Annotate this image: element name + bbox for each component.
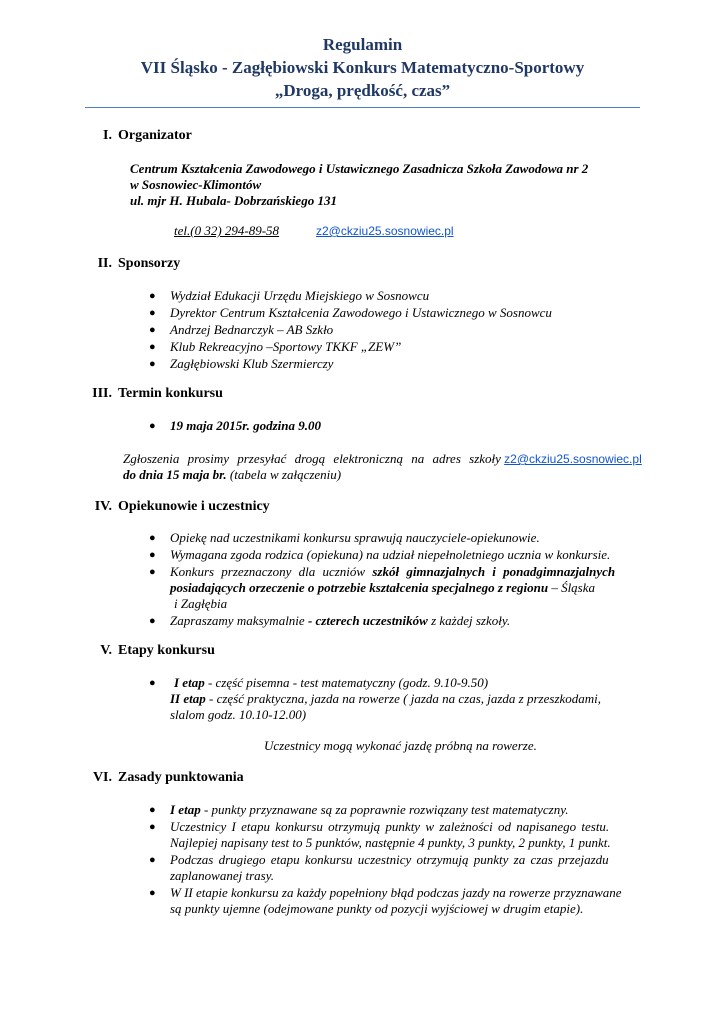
section-label: Zasady punktowania (118, 770, 244, 785)
section-number: VI. (92, 770, 112, 785)
term-list (147, 418, 647, 434)
registration-text: Zgłoszenia prosimy przesyłać drogą elektroniczną na adres szkoły z2@ckziu25.sosnowiec.pl (123, 451, 642, 466)
bullet-icon: ● (149, 677, 156, 689)
bullet-icon: ● (149, 341, 156, 353)
section-label: Termin konkursu (118, 386, 223, 401)
section-number: II. (97, 256, 112, 271)
bullet-icon: ● (149, 821, 156, 833)
bullet-icon: ● (149, 307, 156, 319)
bullet-icon: ● (149, 804, 156, 816)
section-number: V. (100, 643, 112, 658)
list-item: ● I etap - punkty przyznawane są za poprawnie rozwiązany test matematyczny. (149, 802, 569, 817)
section-number: IV. (94, 499, 112, 514)
section-number: I. (103, 128, 112, 143)
section-heading-stages (72, 642, 372, 660)
list-item: ● Uczestnicy I etapu konkursu otrzymują punkty w zależności od napisanego testu. Najlepiej napisany test to 5 punktów, następnie 4 punkty, 3 punkty, 2 punkty, 1 punkt. (149, 819, 611, 850)
section-label: Organizator (118, 128, 192, 143)
bullet-icon: ● (149, 358, 156, 370)
organizer-name: Centrum Kształcenia Zawodowego i Ustawicznego Zasadnicza Szkoła Zawodowa nr 2 (130, 161, 589, 176)
bullet-icon: ● (149, 887, 156, 899)
bullet-icon: ● (149, 290, 156, 302)
list-item: ● Dyrektor Centrum Kształcenia Zawodowego i Ustawicznego w Sosnowcu (149, 305, 552, 320)
bullet-icon: ● (149, 532, 156, 544)
bullet-icon: ● (149, 549, 156, 561)
organizer-city: w Sosnowiec-Klimontów (130, 177, 262, 192)
bullet-icon: ● (149, 615, 156, 627)
bullet-icon: ● (149, 854, 156, 866)
section-heading-scoring (72, 769, 372, 787)
registration-deadline: do dnia 15 maja br. (tabela w załączeniu) (123, 467, 342, 482)
stages-note: Uczestnicy mogą wykonać jazdę próbną na rowerze. (264, 738, 537, 753)
list-item: ● Opiekę nad uczestnikami konkursu sprawują nauczyciele-opiekunowie. (149, 530, 540, 545)
organizer-phone: tel.(0 32) 294-89-58 (174, 223, 280, 238)
list-item: ● W II etapie konkursu za każdy popełniony błąd podczas jazdy na rowerze przyznawane są punkty ujemne (odejmowane punkty od pozycji wyjściowej w drugim etapie). (149, 885, 622, 916)
list-item: ● Podczas drugiego etapu konkursu uczestnicy otrzymują punkty za czas przejazdu zaplanowanej trasy. (149, 852, 609, 883)
section-number: III. (92, 386, 112, 401)
list-item (147, 418, 647, 434)
contest-date: 19 maja 2015r. godzina 9.00 (170, 418, 321, 433)
title-divider (85, 107, 640, 108)
section-heading-participants (72, 498, 372, 516)
section-heading-sponsors (72, 255, 372, 273)
section-label: Sponsorzy (118, 256, 181, 271)
list-item: ● Konkurs przeznaczony dla uczniów szkół gimnazjalnych i ponadgimnazjalnych posiadających orzeczenie o potrzebie kształcenia specjalnego z regionu – Śląska i Zagłębia (149, 564, 616, 611)
section-label: Opiekunowie i uczestnicy (118, 499, 270, 514)
bullet-icon: ● (149, 420, 156, 432)
section-heading-organizer (72, 127, 372, 145)
section-heading-term (72, 385, 372, 403)
doc-subtitle: VII Śląsko - Zagłębiowski Konkurs Matematyczno-Sportowy (140, 58, 585, 77)
doc-motto: „Droga, prędkość, czas” (274, 81, 451, 100)
list-item: ● Wydział Edukacji Urzędu Miejskiego w Sosnowcu (149, 288, 430, 303)
doc-title: Regulamin (322, 35, 403, 54)
participants-list (147, 530, 639, 629)
list-item: ● Klub Rekreacyjno –Sportowy TKKF „ZEW” (149, 339, 402, 354)
list-item: ● Zapraszamy maksymalnie - czterech uczestników z każdej szkoły. (149, 613, 511, 628)
organizer-address: ul. mjr H. Hubala- Dobrzańskiego 131 (130, 193, 337, 208)
list-item: ● Zagłębiowski Klub Szermierczy (149, 356, 334, 371)
list-item: ● Wymagana zgoda rodzica (opiekuna) na udział niepełnoletniego ucznia w konkursie. (149, 547, 611, 562)
organizer-email-link[interactable]: z2@ckziu25.sosnowiec.pl (316, 224, 454, 238)
list-item: ● I etap - część pisemna - test matematyczny (godz. 9.10-9.50) II etap - część praktyczna, jazda na rowerze ( jazda na czas, jazda z przeszkodami, slalom godz. 10.10-12.00) (149, 675, 602, 722)
bullet-icon: ● (149, 566, 156, 578)
bullet-icon: ● (149, 324, 156, 336)
sponsors-list (147, 288, 647, 372)
registration-email-link[interactable]: z2@ckziu25.sosnowiec.pl (504, 452, 642, 466)
stages-list (147, 675, 639, 723)
scoring-list (147, 802, 641, 917)
section-label: Etapy konkursu (118, 643, 215, 658)
list-item: ● Andrzej Bednarczyk – AB Szkło (149, 322, 334, 337)
